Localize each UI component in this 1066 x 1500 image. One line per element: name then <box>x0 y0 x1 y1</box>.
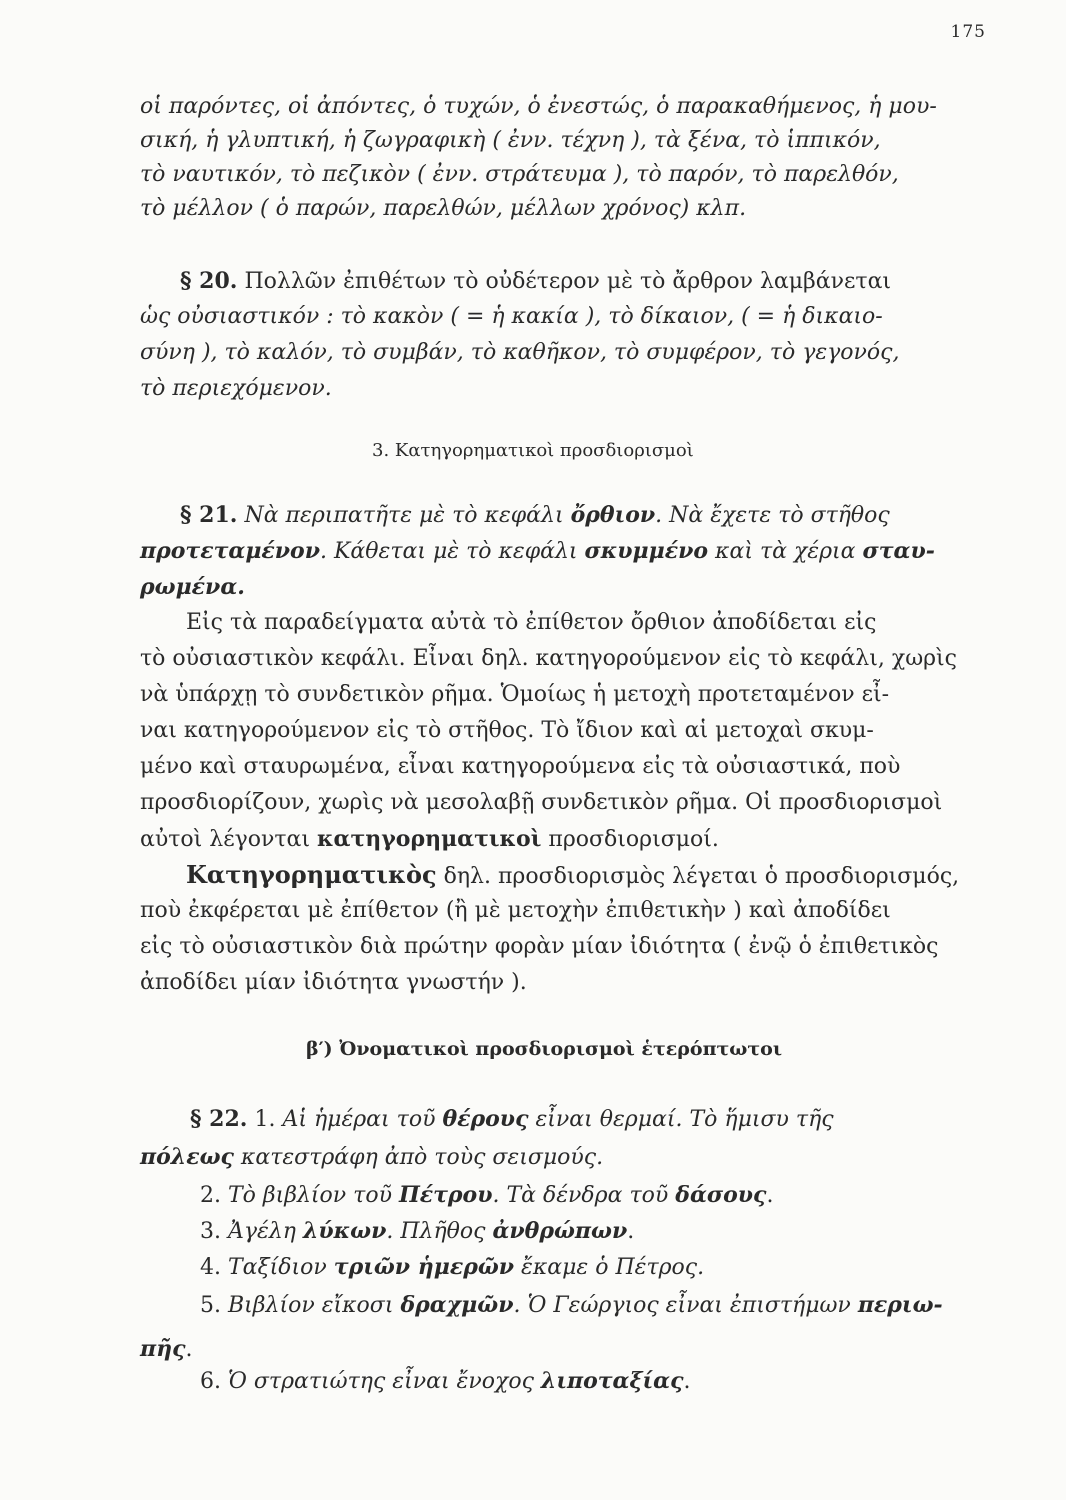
example-number: 5. <box>200 1293 221 1318</box>
bold-term: δάσους <box>675 1182 767 1208</box>
text-span: Νὰ περιπατῆτε μὲ τὸ κεφάλι <box>244 503 564 528</box>
bold-term: ἀνθρώπων <box>492 1218 628 1244</box>
text-span: . Ὁ Γεώργιος εἶναι ἐπιστήμων <box>513 1293 851 1318</box>
text-span: . Νὰ ἔχετε τὸ στῆθος <box>655 503 890 528</box>
text-span: εἶναι θερμαί. Τὸ ἥμισυ τῆς <box>535 1107 834 1132</box>
text-line: σική, ἡ γλυπτική, ἡ ζωγραφικὴ ( ἐνν. τέχνη ), τὰ ξένα, τὸ ἱππικόν, <box>140 128 881 153</box>
text-span: ἔκαμε ὁ Πέτρος. <box>521 1255 705 1280</box>
bold-term: ὄρθιον <box>570 502 656 528</box>
text-line: μένο καὶ σταυρωμένα, εἶναι κατηγορούμενα εἰς τὰ οὐσιαστικά, ποὺ <box>140 754 901 779</box>
bold-term: Κατηγορηματικὸς <box>186 860 437 889</box>
bold-term: θέρους <box>442 1106 529 1132</box>
bold-term: προτεταμένον <box>140 538 320 564</box>
bold-term: δραχμῶν <box>400 1292 514 1318</box>
text-span: Τὸ βιβλίον τοῦ <box>228 1183 392 1208</box>
example-line <box>200 1290 1000 1321</box>
text-span: Βιβλίον εἴκοσι <box>228 1293 394 1318</box>
bold-term: πῆς <box>140 1336 186 1362</box>
text-span: κατεστράφη ἀπὸ τοὺς σεισμούς. <box>240 1145 604 1170</box>
text-line <box>140 824 1000 855</box>
text-line: τὸ οὐσιαστικὸν κεφάλι. Εἶναι δηλ. κατηγορούμενον εἰς τὸ κεφάλι, χωρὶς <box>140 646 958 671</box>
text-line: οἱ παρόντες, οἱ ἀπόντες, ὁ τυχών, ὁ ἐνεστώς, ὁ παρακαθήμενος, ἡ μου- <box>140 94 937 119</box>
bold-term: λύκων <box>302 1218 387 1244</box>
text-span: Ὁ στρατιώτης εἶναι ἔνοχος <box>228 1369 534 1394</box>
text-span: αὐτοὶ λέγονται <box>140 827 311 852</box>
text-span: καὶ τὰ χέρια <box>715 539 856 564</box>
bold-term: περιω- <box>857 1292 943 1318</box>
text-line: ἀποδίδει μίαν ἰδιότητα γνωστήν ). <box>140 970 527 995</box>
example-number: 6. <box>200 1369 221 1394</box>
text-line: νὰ ὑπάρχῃ τὸ συνδετικὸν ρῆμα. Ὁμοίως ἡ μετοχὴ προτεταμένον εἶ- <box>140 682 890 707</box>
section-label: § 20. <box>180 268 238 294</box>
text-span: Ταξίδιον <box>228 1255 327 1280</box>
page-number: 175 <box>950 22 986 42</box>
example-line <box>200 1252 1000 1283</box>
section-label: § 21. <box>180 502 238 528</box>
text-line: εἰς τὸ οὐσιαστικὸν διὰ πρώτην φορὰν μίαν ἰδιότητα ( ἐνῷ ὁ ἐπιθετικὸς <box>140 934 939 959</box>
text-span: Πολλῶν ἐπιθέτων τὸ οὐδέτερον μὲ τὸ ἄρθρον λαμβάνεται <box>244 269 892 294</box>
text-span: δηλ. προσδιορισμὸς λέγεται ὁ προσδιορισμός, <box>443 864 960 889</box>
text-line: προσδιορίζουν, χωρὶς νὰ μεσολαβῇ συνδετικὸν ρῆμα. Οἱ προσδιορισμοὶ <box>140 790 943 815</box>
text-line: τὸ ναυτικόν, τὸ πεζικὸν ( ἐνν. στράτευμα ), τὸ παρόν, τὸ παρελθόν, <box>140 162 899 187</box>
section-21-line <box>180 500 1000 531</box>
bold-term: σταυ- <box>862 538 935 564</box>
subsection-heading: β′) Ὀνοματικοὶ προσδιορισμοὶ ἑτερόπτωτοι <box>306 1038 783 1060</box>
text-span: . <box>185 1337 193 1362</box>
subsection-heading: 3. Κατηγορηματικοὶ προσδιορισμοὶ <box>372 440 694 461</box>
section-20-line <box>180 266 1000 297</box>
text-span: . <box>627 1219 635 1244</box>
text-span: . Κάθεται μὲ τὸ κεφάλι <box>320 539 578 564</box>
section-22-line <box>190 1104 1000 1135</box>
text-span: . <box>766 1183 774 1208</box>
example-number: 3. <box>200 1219 221 1244</box>
section-label: § 22. <box>190 1106 248 1132</box>
text-line: ρωμένα. <box>140 574 245 600</box>
text-span: Ἀγέλη <box>228 1219 296 1244</box>
text-line: Εἰς τὰ παραδείγματα αὐτὰ τὸ ἐπίθετον ὄρθιον ἀποδίδεται εἰς <box>186 610 877 635</box>
bold-term: πόλεως <box>140 1144 234 1170</box>
example-line <box>200 1366 1000 1397</box>
example-number: 1. <box>254 1107 276 1132</box>
bold-term: τριῶν ἡμερῶν <box>333 1254 515 1280</box>
bold-term: Πέτρου <box>398 1182 493 1208</box>
text-span: Αἱ ἡμέραι τοῦ <box>282 1107 436 1132</box>
text-line <box>140 1334 1000 1365</box>
text-span: προσδιορισμοί. <box>548 827 719 852</box>
text-line: σύνη ), τὸ καλόν, τὸ συμβάν, τὸ καθῆκον, τὸ συμφέρον, τὸ γεγονός, <box>140 340 900 365</box>
text-span: . Τὰ δένδρα τοῦ <box>492 1183 669 1208</box>
bold-term: σκυμμένο <box>584 538 709 564</box>
text-line: ποὺ ἐκφέρεται μὲ ἐπίθετον (ἢ μὲ μετοχὴν ἐπιθετικὴν ) καὶ ἀποδίδει <box>140 898 891 923</box>
text-line <box>186 860 1000 892</box>
bold-term: λιποταξίας <box>540 1368 684 1394</box>
text-line <box>140 536 1000 567</box>
example-number: 4. <box>200 1255 221 1280</box>
text-line: τὸ μέλλον ( ὁ παρών, παρελθών, μέλλων χρόνος) κλπ. <box>140 196 747 221</box>
text-span: . Πλῆθος <box>386 1219 486 1244</box>
text-span: . <box>683 1369 691 1394</box>
text-line: ναι κατηγορούμενον εἰς τὸ στῆθος. Τὸ ἴδιον καὶ αἱ μετοχαὶ σκυμ- <box>140 718 874 743</box>
bold-term: κατηγορηματικοὶ <box>317 826 542 852</box>
text-line: ὡς οὐσιαστικόν : τὸ κακὸν ( = ἡ κακία ), τὸ δίκαιον, ( = ἡ δικαιο- <box>140 304 883 329</box>
example-line <box>200 1180 1000 1211</box>
example-line <box>200 1216 1000 1247</box>
text-line: τὸ περιεχόμενον. <box>140 376 332 401</box>
example-number: 2. <box>200 1183 221 1208</box>
text-line <box>140 1142 1000 1173</box>
